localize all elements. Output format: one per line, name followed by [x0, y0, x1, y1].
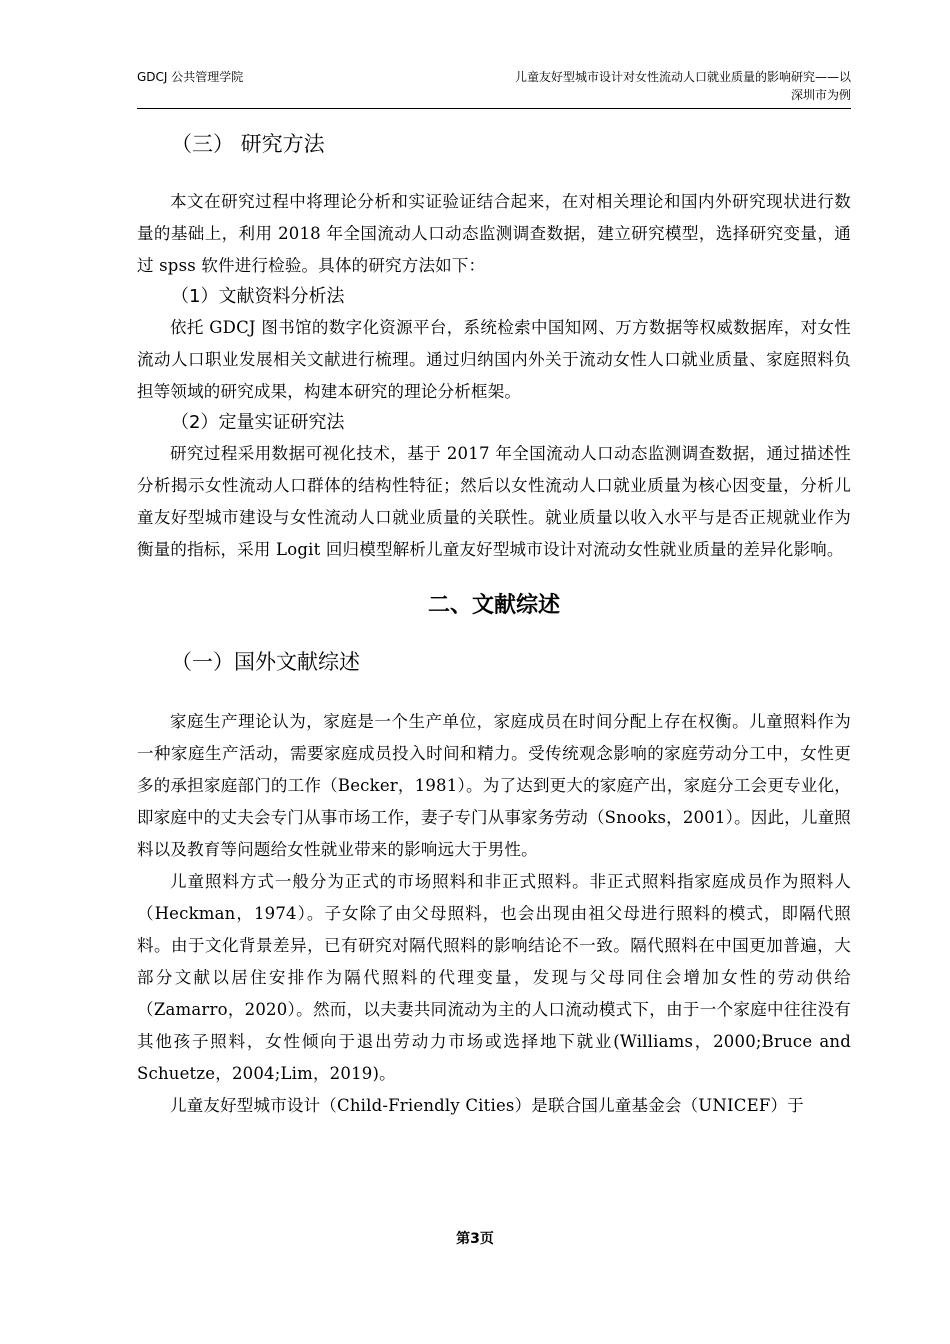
method1-title: （1）文献资料分析法: [171, 286, 345, 307]
method2-title: （2）定量实证研究法: [171, 412, 345, 433]
section-title-research-methods: （三） 研究方法: [171, 132, 325, 156]
paragraph-child-friendly-cities: 儿童友好型城市设计（Child-Friendly Cities）是联合国儿童基金会（UNICEF）于: [170, 1096, 804, 1115]
paragraph-child-care: 儿童照料方式一般分为正式的市场照料和非正式照料。非正式照料指家庭成员作为照料人（Heckman，1974）。子女除了由父母照料，也会出现由祖父母进行照料的模式，即隔代照料。由于文化背景差异，已有研究对隔代照料的影响结论不一致。隔代照料在中国更加普遍，大部分文献以居住安排作为隔代照料的代理变量，发现与父母同住会增加女性的劳动供给（Zamarro，2020）。然而，以夫妻共同流动为主的人口流动模式下，由于一个家庭中往往没有其他孩子照料，女性倾向于退出劳动力市场或选择地下就业(Williams，2000;Bruce and Schuetze，2004;Lim，2019)。: [137, 872, 851, 1083]
chapter-title-literature-review: 二、文献综述: [427, 593, 560, 618]
header-thesis-title: [431, 68, 851, 104]
page-number: 第3页: [456, 1231, 494, 1247]
page-body: [137, 118, 851, 1122]
header-title-line1: 儿童友好型城市设计对女性流动人口就业质量的影响研究——以: [514, 70, 851, 84]
header-institution: GDCJ 公共管理学院: [137, 70, 244, 84]
paragraph-method2: 研究过程采用数据可视化技术，基于 2017 年全国流动人口动态监测调查数据，通过描述性分析揭示女性流动人口群体的结构性特征；然后以女性流动人口就业质量为核心因变量，分析儿童友好型城市建设与女性流动人口就业质量的关联性。就业质量以收入水平与是否正规就业作为衡量的指标，采用 Logit 回归模型解析儿童友好型城市设计对流动女性就业质量的差异化影响。: [137, 444, 851, 559]
paragraph-method1: 依托 GDCJ 图书馆的数字化资源平台，系统检索中国知网、万方数据等权威数据库，对女性流动人口职业发展相关文献进行梳理。通过归纳国内外关于流动女性人口就业质量、家庭照料负担等领域的研究成果，构建本研究的理论分析框架。: [137, 318, 851, 401]
paragraph-methods-intro: 本文在研究过程中将理论分析和实证验证结合起来，在对相关理论和国内外研究现状进行数量的基础上，利用 2018 年全国流动人口动态监测调查数据，建立研究模型，选择研究变量，通过 spss 软件进行检验。具体的研究方法如下：: [137, 192, 851, 275]
section-title-foreign-literature: （一）国外文献综述: [171, 650, 360, 674]
page-header: [137, 64, 851, 109]
paragraph-family-production: 家庭生产理论认为，家庭是一个生产单位，家庭成员在时间分配上存在权衡。儿童照料作为一种家庭生产活动，需要家庭成员投入时间和精力。受传统观念影响的家庭劳动分工中，女性更多的承担家庭部门的工作（Becker，1981）。为了达到更大的家庭产出，家庭分工会更专业化，即家庭中的丈夫会专门从事市场工作，妻子专门从事家务劳动（Snooks，2001）。因此，儿童照料以及教育等问题给女性就业带来的影响远大于男性。: [137, 712, 851, 859]
header-title-line2: 深圳市为例: [790, 88, 851, 102]
